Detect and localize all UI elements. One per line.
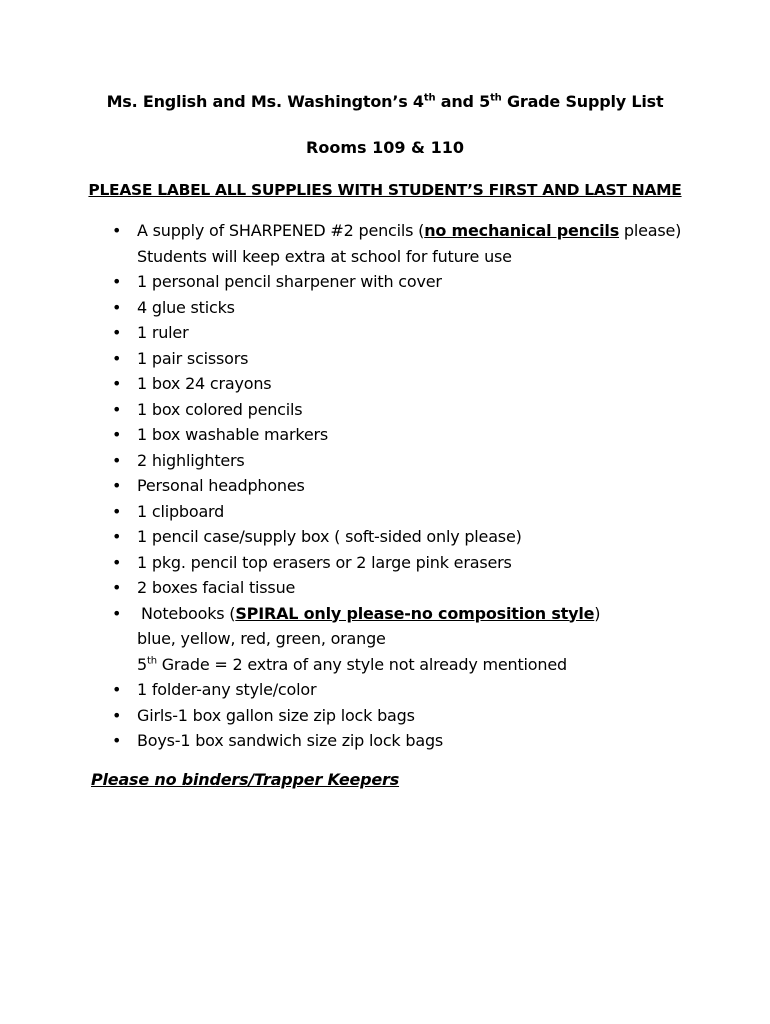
list-item: • 2 boxes facial tissue bbox=[104, 575, 724, 601]
notebooks-grade-rest: Grade = 2 extra of any style not already mentioned bbox=[156, 654, 567, 674]
title-sup1: th bbox=[423, 92, 436, 104]
list-item: • 1 box colored pencils bbox=[104, 397, 724, 423]
page-title bbox=[0, 92, 770, 111]
list-item: • 1 pencil case/supply box ( soft-sided only please) bbox=[104, 524, 724, 550]
notebooks-emphasis: SPIRAL only please-no composition style bbox=[235, 603, 595, 623]
pencils-text-pre: A supply of SHARPENED #2 pencils ( bbox=[137, 221, 425, 240]
notebooks-grade-num: 5 bbox=[137, 654, 147, 674]
list-item: • 4 glue sticks bbox=[104, 295, 724, 321]
title-sup2: th bbox=[490, 92, 502, 104]
rooms-subtitle: Rooms 109 & 110 bbox=[306, 138, 464, 157]
list-item-notebooks bbox=[104, 601, 724, 678]
pencils-text-post: please) Students will keep extra at school for future use bbox=[137, 221, 682, 266]
pencils-emphasis: no mechanical pencils bbox=[424, 221, 620, 240]
supply-list bbox=[104, 218, 724, 754]
title-part3: Grade Supply List bbox=[501, 92, 664, 111]
list-item: • Girls-1 box gallon size zip lock bags bbox=[104, 703, 724, 729]
notebooks-text-pre: Notebooks ( bbox=[141, 603, 236, 623]
list-item: • 1 pkg. pencil top erasers or 2 large pink erasers bbox=[104, 550, 724, 576]
label-instruction: PLEASE LABEL ALL SUPPLIES WITH STUDENT’S FIRST AND LAST NAME bbox=[88, 181, 682, 199]
list-item: • 1 box washable markers bbox=[104, 422, 724, 448]
list-item: • 1 personal pencil sharpener with cover bbox=[104, 269, 724, 295]
title-part1: Ms. English and Ms. Washington’s 4 bbox=[106, 92, 424, 111]
footer-note: Please no binders/Trapper Keepers bbox=[91, 770, 400, 789]
list-item: • Boys-1 box sandwich size zip lock bags bbox=[104, 728, 724, 754]
notebooks-text-post: ) bbox=[594, 603, 601, 623]
notebooks-grade-sup: th bbox=[146, 655, 157, 667]
list-item: • 2 highlighters bbox=[104, 448, 724, 474]
list-item: • 1 clipboard bbox=[104, 499, 724, 525]
list-item: • 1 pair scissors bbox=[104, 346, 724, 372]
list-item: • 1 box 24 crayons bbox=[104, 371, 724, 397]
list-item: • Personal headphones bbox=[104, 473, 724, 499]
title-part2: and 5 bbox=[435, 92, 491, 111]
notebooks-colors: blue, yellow, red, green, orange bbox=[137, 629, 386, 648]
list-item: • 1 ruler bbox=[104, 320, 724, 346]
list-item: • 1 folder-any style/color bbox=[104, 677, 724, 703]
list-item-pencils bbox=[104, 218, 724, 269]
